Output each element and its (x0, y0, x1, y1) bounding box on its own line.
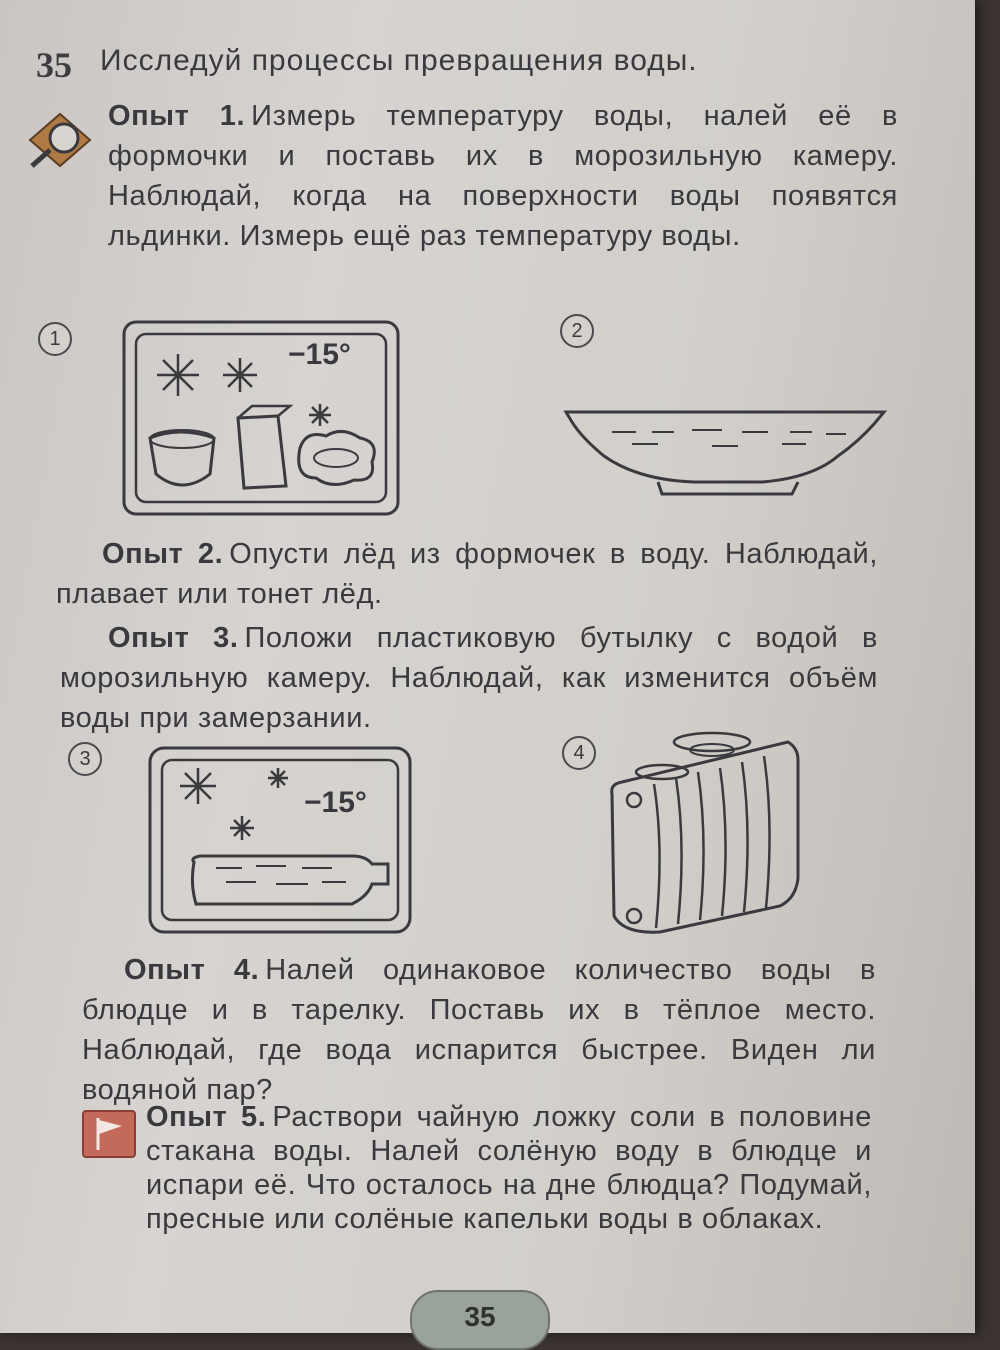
experiment-1-label: Опыт 1. (108, 100, 246, 132)
experiment-3-text: Положи пластиковую бутылку с водой в морозильную камеру. Наблюдай, как изменится объём воды при замерзании. (60, 622, 878, 734)
flag-icon (82, 1110, 136, 1158)
experiment-2 (56, 534, 878, 614)
freezer-with-bottle-illustration (146, 744, 414, 936)
figure-3-number: 3 (68, 742, 102, 776)
freezer-with-molds-illustration (120, 318, 402, 518)
experiment-5 (146, 1100, 872, 1236)
experiment-1-text: Измерь температуру воды, налей её в формочки и поставь их в морозильную камеру. Наблюдай, когда на поверхности воды появятся льдинки. Измерь ещё раз температуру воды. (108, 100, 898, 252)
experiment-2-label: Опыт 2. (102, 538, 224, 570)
figure-1-number: 1 (38, 322, 72, 356)
experiment-5-text: Раствори чайную ложку соли в половине стакана воды. Налей солёную воду в блюдце и испари её. Что осталось на дне блюдца? Подумай, пресные или солёные капельки воды в облаках. (146, 1101, 872, 1235)
ice-in-water-bowl-illustration (562, 398, 888, 502)
experiment-3-label: Опыт 3. (108, 622, 239, 654)
experiment-1 (108, 96, 898, 256)
figure-1-temperature: −15° (288, 338, 351, 371)
figure-3-temperature: −15° (304, 786, 367, 819)
task-number: 35 (36, 45, 72, 85)
experiment-2-text: Опусти лёд из формочек в воду. Наблюдай, плавает или тонет лёд. (56, 538, 878, 610)
experiment-4-label: Опыт 4. (124, 954, 260, 986)
frozen-bottle-illustration (604, 728, 800, 934)
experiment-5-label: Опыт 5. (146, 1101, 267, 1133)
task-title: Исследуй процессы превращения воды. (100, 44, 698, 77)
page-number: 35 (410, 1290, 550, 1350)
figure-2-number: 2 (560, 314, 594, 348)
figure-4-number: 4 (562, 736, 596, 770)
experiment-4 (82, 950, 876, 1110)
experiment-icon (20, 100, 100, 180)
experiment-3 (60, 618, 878, 738)
experiment-4-text: Налей одинаковое количество воды в блюдце и в тарелку. Поставь их в тёплое место. Наблюдай, где вода испарится быстрее. Виден ли водяной пар? (82, 954, 876, 1106)
